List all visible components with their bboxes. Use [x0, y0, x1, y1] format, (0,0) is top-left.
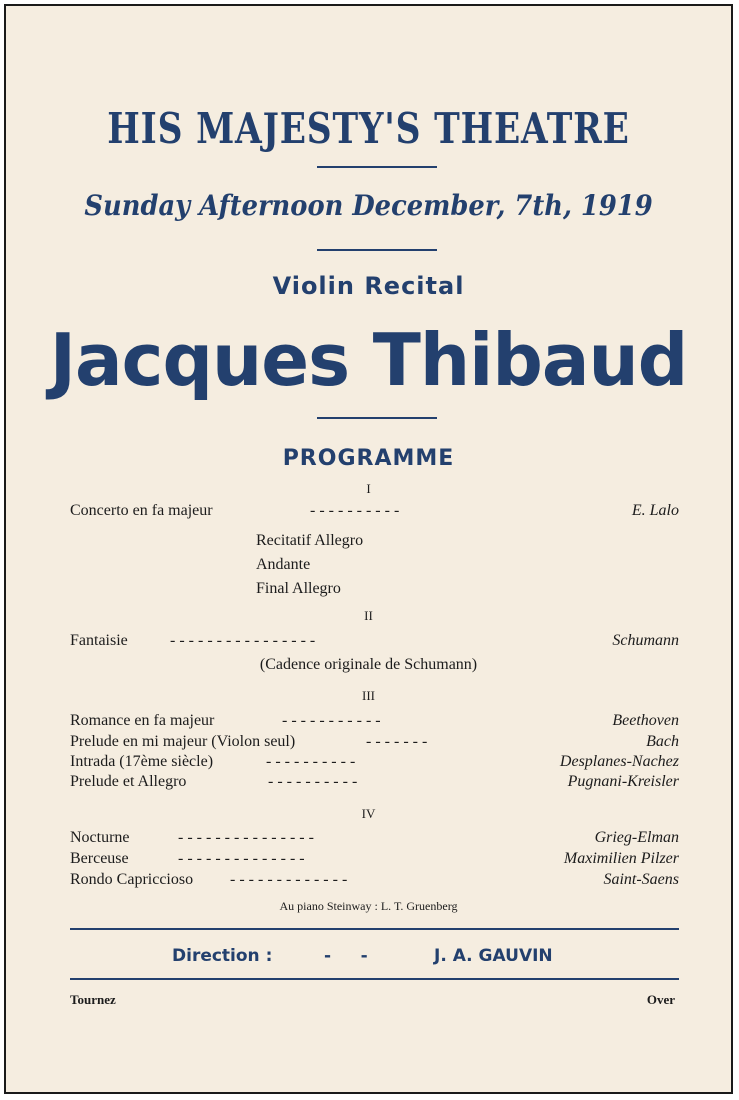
leader-dashes: - - - - - - - - - - — [266, 753, 356, 770]
divider — [317, 249, 437, 251]
programme-item-fantaisie — [70, 632, 679, 652]
programme-item-prelude-mi — [70, 733, 679, 753]
piece-title: Fantaisie — [70, 632, 128, 649]
piece-title: Concerto en fa majeur — [70, 502, 213, 519]
director-name: J. A. GAUVIN — [434, 946, 553, 966]
footer-tournez: Tournez — [70, 992, 116, 1007]
movement: Andante — [256, 556, 311, 573]
piece-title: Berceuse — [70, 850, 129, 867]
direction-dashes: - - — [324, 946, 368, 966]
composer: Pugnani-Kreisler — [567, 773, 679, 790]
section-numeral: IV — [361, 806, 376, 821]
composer: Grieg-Elman — [594, 829, 679, 846]
programme-item-rondo — [70, 871, 679, 891]
piece-title: Rondo Capriccioso — [70, 871, 194, 888]
programme-item-nocturne — [70, 829, 679, 849]
programme-item-prelude-allegro — [70, 773, 679, 793]
footer-over: Over — [646, 992, 675, 1007]
programme-item-romance — [70, 712, 679, 732]
leader-dashes: - - - - - - - - - - - - - - — [178, 850, 305, 867]
rule-top — [70, 928, 679, 930]
composer: Saint-Saens — [603, 871, 679, 888]
theatre-name: HIS MAJESTY'S THEATRE — [107, 104, 630, 153]
composer: Schumann — [612, 632, 679, 649]
composer: Desplanes-Nachez — [559, 753, 679, 770]
composer: Bach — [646, 733, 679, 750]
leader-dashes: - - - - - - - - - - - - - - - - — [170, 632, 316, 649]
leader-dashes: - - - - - - - - - - — [268, 773, 358, 790]
cadence-note: (Cadence originale de Schumann) — [259, 656, 478, 673]
programme-page — [4, 4, 733, 1094]
divider — [317, 166, 437, 168]
performance-date: Sunday Afternoon December, 7th, 1919 — [84, 189, 653, 222]
event-title: Violin Recital — [272, 272, 465, 300]
programme-heading: PROGRAMME — [282, 446, 455, 471]
leader-dashes: - - - - - - - - - - - — [282, 712, 381, 729]
movement: Final Allegro — [256, 580, 341, 597]
section-numeral: III — [362, 688, 375, 703]
rule-bottom — [70, 978, 679, 980]
programme-item-berceuse — [70, 850, 679, 870]
section-numeral: II — [364, 608, 373, 623]
composer: Beethoven — [612, 712, 679, 729]
accompaniment-note: Au piano Steinway : L. T. Gruenberg — [279, 899, 458, 913]
direction-label: Direction : — [172, 946, 273, 966]
leader-dashes: - - - - - - - — [366, 733, 428, 750]
programme-item-concerto — [70, 502, 679, 522]
piece-title: Intrada (17ème siècle) — [70, 753, 214, 770]
programme-item-intrada — [70, 753, 679, 773]
leader-dashes: - - - - - - - - - - — [310, 502, 400, 519]
movement: Recitatif Allegro — [256, 532, 364, 549]
leader-dashes: - - - - - - - - - - - - - — [230, 871, 348, 888]
section-numeral: I — [366, 481, 371, 496]
composer: Maximilien Pilzer — [563, 850, 679, 867]
piece-title: Nocturne — [70, 829, 130, 846]
performer-name: Jacques Thibaud — [49, 318, 688, 402]
leader-dashes: - - - - - - - - - - - - - - - — [178, 829, 314, 846]
composer: E. Lalo — [631, 502, 679, 519]
piece-title: Romance en fa majeur — [70, 712, 215, 729]
divider — [317, 417, 437, 419]
piece-title: Prelude et Allegro — [70, 773, 187, 790]
piece-title: Prelude en mi majeur (Violon seul) — [70, 733, 296, 750]
